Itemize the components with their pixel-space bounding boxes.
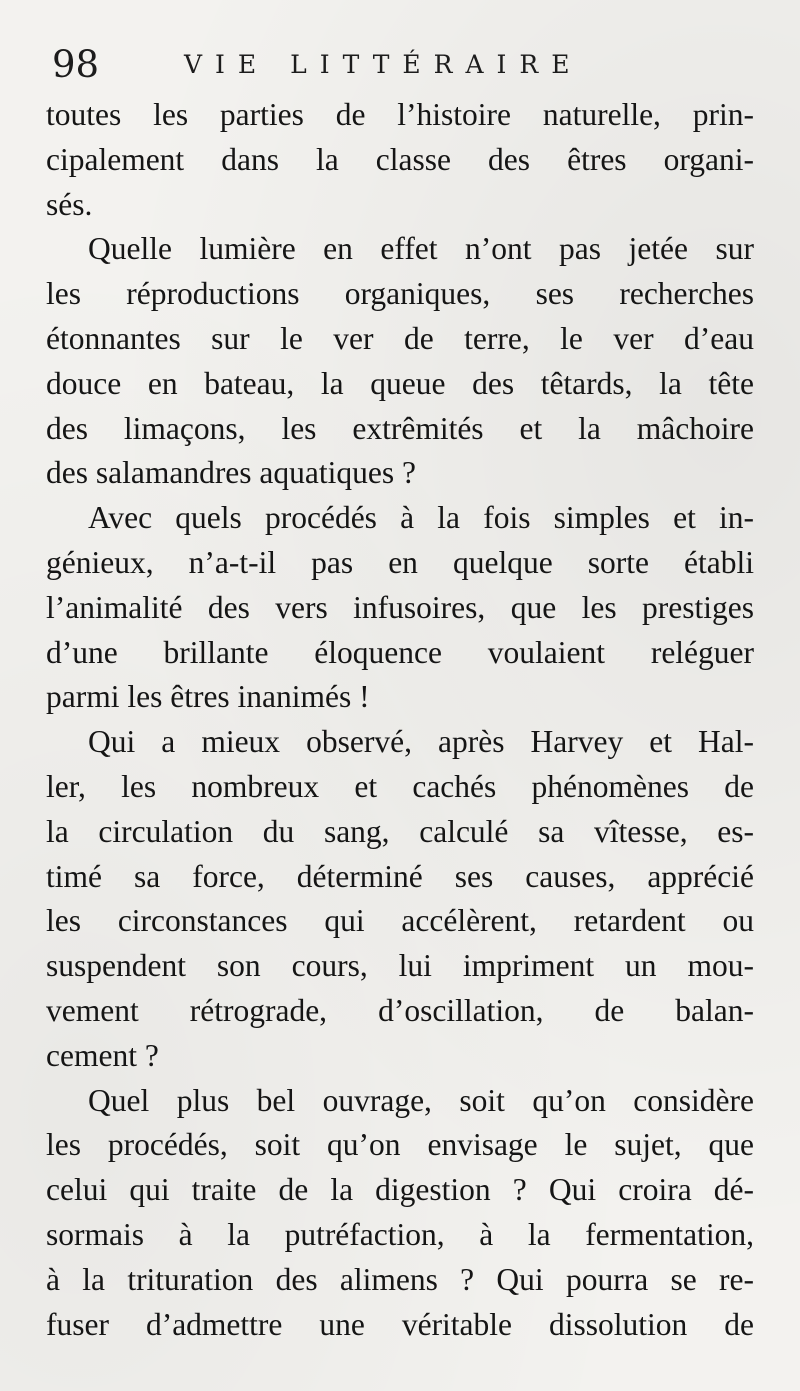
- text-line: Qui a mieux observé, après Harvey et Hal-: [88, 724, 754, 760]
- text-line: Quel plus bel ouvrage, soit qu’on considère: [88, 1082, 754, 1118]
- text-line: Avec quels procédés à la fois simples et in-: [88, 500, 754, 536]
- text-line: étonnantes sur le ver de terre, le ver d’eau: [46, 320, 754, 356]
- running-title: VIE LITTÉRAIRE: [184, 50, 583, 79]
- page-header: [48, 40, 768, 90]
- text-line: sormais à la putréfaction, à la fermentation,: [46, 1216, 754, 1252]
- text-line: Quelle lumière en effet n’ont pas jetée sur: [88, 231, 754, 267]
- text-line: celui qui traite de la digestion ? Qui croira dé-: [46, 1172, 754, 1208]
- text-line: fuser d’admettre une véritable dissolution de: [46, 1306, 754, 1342]
- text-line: vement rétrograde, d’oscillation, de balan-: [46, 992, 754, 1028]
- text-line: douce en bateau, la queue des têtards, la tête: [46, 365, 754, 401]
- text-line: sés.: [46, 186, 93, 222]
- text-line: cement ?: [46, 1037, 159, 1073]
- page-number: 98: [52, 43, 100, 86]
- text-line: cipalement dans la classe des êtres organi-: [46, 141, 754, 177]
- paragraph-4: [46, 720, 754, 1078]
- text-line: les procédés, soit qu’on envisage le sujet, que: [46, 1127, 754, 1163]
- text-line: les circonstances qui accélèrent, retardent ou: [46, 903, 754, 939]
- text-line: suspendent son cours, lui impriment un mou-: [46, 948, 754, 984]
- paragraph-1: [46, 93, 754, 227]
- text-line: parmi les êtres inanimés !: [46, 679, 370, 715]
- text-line: l’animalité des vers infusoires, que les prestiges: [46, 589, 754, 625]
- paragraph-3: [46, 496, 754, 720]
- text-line: d’une brillante éloquence voulaient reléguer: [46, 634, 754, 670]
- text-line: des limaçons, les extrêmités et la mâchoire: [46, 410, 754, 446]
- text-line: les réproductions organiques, ses recherches: [46, 276, 754, 312]
- paragraph-5: [46, 1079, 754, 1348]
- text-line: à la trituration des alimens ? Qui pourra se re-: [46, 1261, 754, 1297]
- body-text: [46, 93, 754, 1347]
- text-line: toutes les parties de l’histoire naturelle, prin-: [46, 97, 754, 132]
- text-line: génieux, n’a-t-il pas en quelque sorte établi: [46, 544, 754, 580]
- paragraph-2: [46, 227, 754, 496]
- text-line: des salamandres aquatiques ?: [46, 455, 416, 491]
- text-line: timé sa force, déterminé ses causes, apprécié: [46, 858, 754, 894]
- text-line: la circulation du sang, calculé sa vîtesse, es-: [46, 813, 754, 849]
- text-line: ler, les nombreux et cachés phénomènes de: [46, 768, 754, 804]
